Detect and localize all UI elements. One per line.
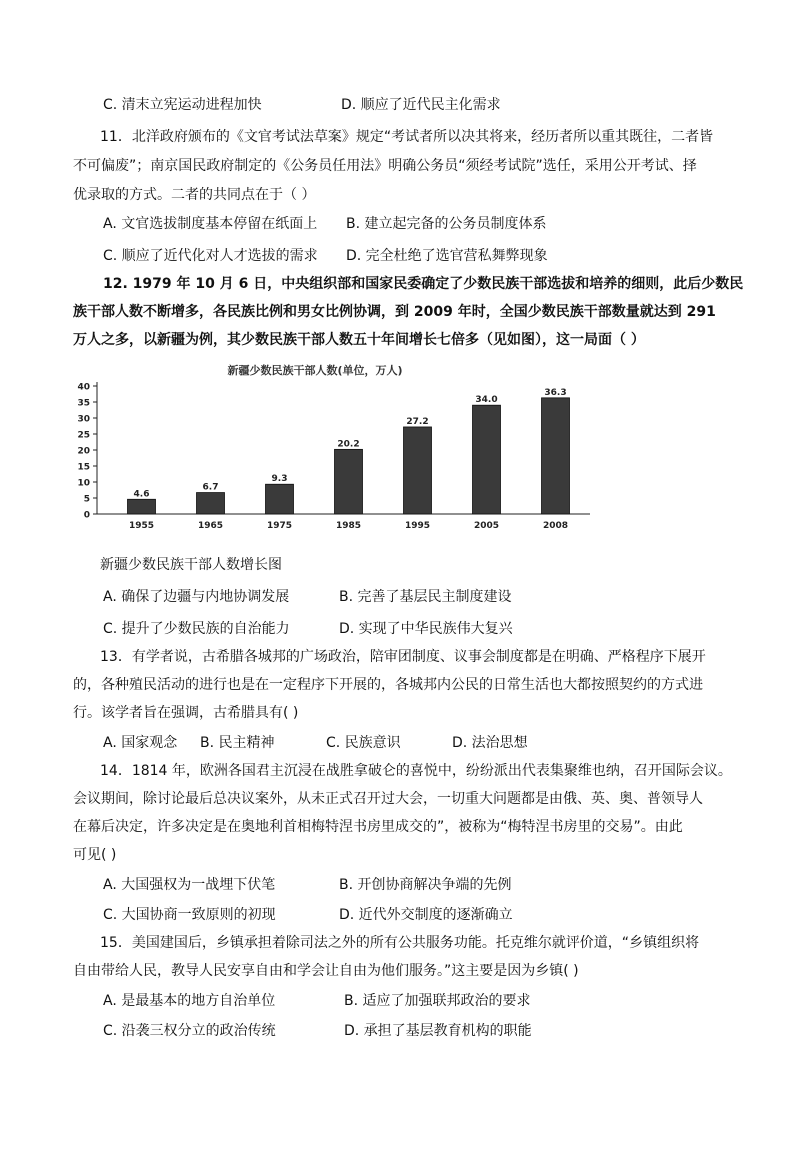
- chart-x-tick-label: 1975: [266, 521, 293, 531]
- chart-x-tick-label: 1985: [335, 521, 362, 531]
- chart-y-tick-label: 20: [77, 446, 90, 457]
- chart-y-tick-label: 30: [77, 414, 90, 425]
- chart-y-tick-label: 35: [77, 398, 90, 409]
- q10-option-c[interactable]: C. 清末立宪运动进程加快: [103, 97, 262, 113]
- q14-stem-line4: 可见( ): [73, 847, 117, 863]
- q13-option-d[interactable]: D. 法治思想: [452, 735, 528, 751]
- chart-value-label: 6.7: [202, 482, 219, 493]
- q14-option-c[interactable]: C. 大国协商一致原则的初现: [103, 907, 276, 923]
- q14-option-b[interactable]: B. 开创协商解决争端的先例: [339, 877, 512, 893]
- chart-y-tick-label: 25: [77, 430, 90, 441]
- q14-option-a[interactable]: A. 大国强权为一战埋下伏笔: [103, 877, 276, 893]
- chart-bars-group: [128, 388, 570, 531]
- q15-option-d[interactable]: D. 承担了基层教育机构的职能: [344, 1023, 532, 1039]
- chart-y-tick-label: 10: [77, 478, 90, 489]
- chart-x-tick-label: 2005: [473, 521, 500, 531]
- chart-bar: [404, 427, 432, 514]
- q11-option-b[interactable]: B. 建立起完备的公务员制度体系: [346, 216, 547, 232]
- chart-bar: [542, 398, 570, 514]
- q11-option-d[interactable]: D. 完全杜绝了选官营私舞弊现象: [346, 248, 548, 264]
- chart-y-tick-label: 5: [83, 494, 90, 505]
- chart-x-tick-label: 1995: [404, 521, 431, 531]
- chart-svg: [75, 362, 600, 534]
- q12-option-d[interactable]: D. 实现了中华民族伟大复兴: [339, 621, 513, 637]
- q12-option-b[interactable]: B. 完善了基层民主制度建设: [339, 589, 512, 605]
- q11-stem-line3: 优录取的方式。二者的共同点在于（ ）: [73, 187, 316, 203]
- chart-y-tick-label: 15: [77, 462, 90, 473]
- q15-option-c[interactable]: C. 沿袭三权分立的政治传统: [103, 1023, 276, 1039]
- q15-stem-line2: 自由带给人民，教导人民安享自由和学会让自由为他们服务。”这主要是因为乡镇( ): [73, 963, 579, 979]
- chart-bar: [128, 499, 156, 514]
- q13-stem-line2: 的，各种殖民活动的进行也是在一定程序下开展的，各城邦内公民的日常生活也大都按照契约的方式进: [73, 677, 703, 693]
- q12-option-c[interactable]: C. 提升了少数民族的自治能力: [103, 621, 290, 637]
- q10-option-d[interactable]: D. 顺应了近代民主化需求: [341, 97, 501, 113]
- q12-stem-line3: 万人之多，以新疆为例，其少数民族干部人数五十年间增长七倍多（见如图），这一局面（ ）: [73, 332, 645, 348]
- chart-bar: [473, 405, 501, 514]
- q15-option-a[interactable]: A. 是最基本的地方自治单位: [103, 993, 276, 1009]
- q12-chart-caption: 新疆少数民族干部人数增长图: [100, 557, 282, 573]
- q12-stem-line1: 12. 1979 年 10 月 6 日，中央组织部和国家民委确定了少数民族干部选拔和培养的细则，此后少数民: [103, 276, 744, 292]
- chart-value-label: 9.3: [271, 474, 288, 485]
- q12-stem-line2: 族干部人数不断增多，各民族比例和男女比例协调，到 2009 年时，全国少数民族干部数量就达到 291: [73, 304, 716, 320]
- chart-bar: [266, 484, 294, 514]
- q14-option-d[interactable]: D. 近代外交制度的逐渐确立: [339, 907, 513, 923]
- chart-x-tick-label: 1955: [128, 521, 155, 531]
- q14-stem-line1: 14．1814 年，欧洲各国君主沉浸在战胜拿破仑的喜悦中，纷纷派出代表集聚维也纳，召开国际会议。: [100, 763, 732, 779]
- chart-value-label: 4.6: [133, 489, 150, 500]
- q13-stem-line1: 13．有学者说，古希腊各城邦的广场政治，陪审团制度、议事会制度都是在明确、严格程序下展开: [100, 649, 706, 665]
- chart-value-label: 34.0: [475, 395, 498, 406]
- q11-stem-line2: 不可偏废”；南京国民政府制定的《公务员任用法》明确公务员“须经考试院”选任，采用公开考试、择: [73, 158, 697, 174]
- chart-x-tick-label: 2008: [542, 521, 569, 531]
- q14-stem-line3: 在幕后决定，许多决定是在奥地利首相梅特涅书房里成交的”，被称为“梅特涅书房里的交易”。由此: [73, 819, 683, 835]
- q11-option-c[interactable]: C. 顺应了近代化对人才选拔的需求: [103, 248, 318, 264]
- q12-bar-chart: [75, 362, 600, 534]
- chart-x-tick-label: 1965: [197, 521, 224, 531]
- chart-title: 新疆少数民族干部人数(单位，万人): [227, 364, 403, 377]
- q12-option-a[interactable]: A. 确保了边疆与内地协调发展: [103, 589, 290, 605]
- q15-stem-line1: 15．美国建国后，乡镇承担着除司法之外的所有公共服务功能。托克维尔就评价道，“乡镇组织将: [100, 935, 700, 951]
- q15-option-b[interactable]: B. 适应了加强联邦政治的要求: [344, 993, 531, 1009]
- chart-bar: [335, 449, 363, 514]
- q14-stem-line2: 会议期间，除讨论最后总决议案外，从未正式召开过大会，一切重大问题都是由俄、英、奥、普领导人: [73, 791, 703, 807]
- chart-bar: [197, 493, 225, 514]
- chart-y-tick-label: 40: [77, 382, 90, 393]
- chart-value-label: 20.2: [337, 439, 360, 450]
- chart-value-label: 27.2: [406, 416, 429, 427]
- q13-stem-line3: 行。该学者旨在强调，古希腊具有( ): [73, 705, 299, 721]
- chart-value-label: 36.3: [544, 387, 567, 398]
- q11-stem-line1: 11．北洋政府颁布的《文官考试法草案》规定“考试者所以决其将来，经历者所以重其既往，二者皆: [100, 129, 714, 145]
- q13-option-a[interactable]: A. 国家观念: [103, 735, 178, 751]
- q11-option-a[interactable]: A. 文官选拔制度基本停留在纸面上: [103, 216, 318, 232]
- chart-y-tick-label: 0: [83, 510, 90, 521]
- q13-option-b[interactable]: B. 民主精神: [200, 735, 275, 751]
- q13-option-c[interactable]: C. 民族意识: [326, 735, 401, 751]
